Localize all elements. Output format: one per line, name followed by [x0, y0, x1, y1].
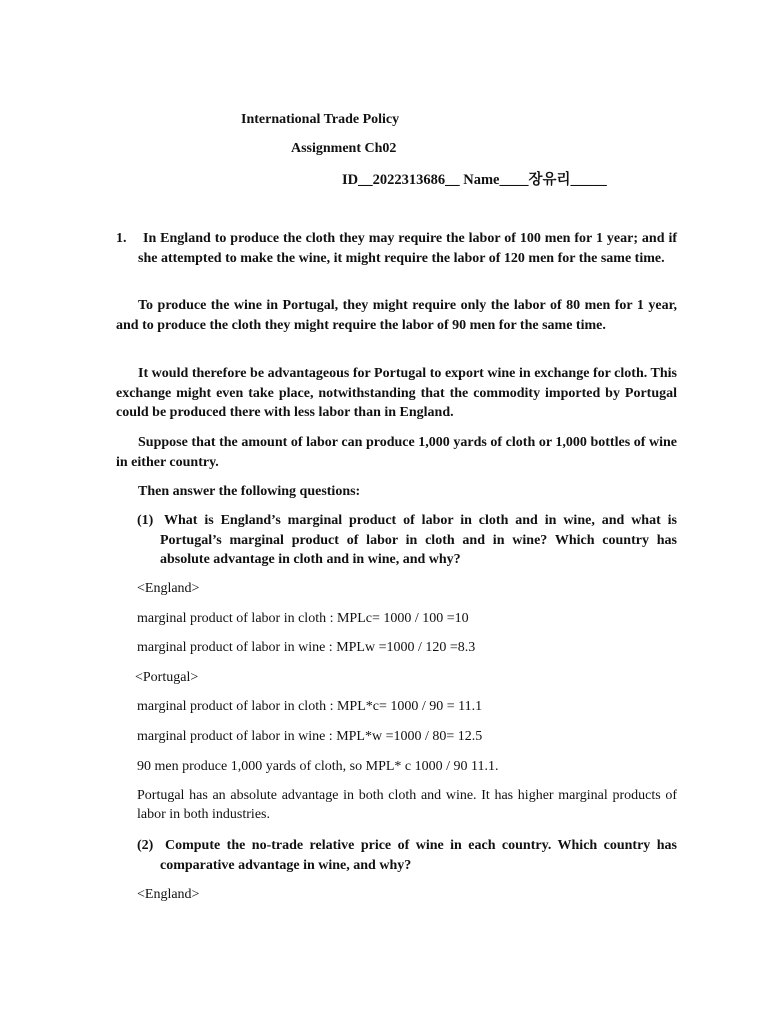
course-title: International Trade Policy — [241, 112, 400, 127]
sub-question-1-number: (1) — [137, 513, 154, 528]
portugal-heading: <Portugal> — [135, 670, 199, 685]
question-1-prompt: Then answer the following questions: — [138, 484, 361, 499]
england-mpl-cloth: marginal product of labor in cloth : MPLc= 1000 / 100 =10 — [137, 611, 469, 626]
england-mpl-wine: marginal product of labor in wine : MPLw =1000 / 120 =8.3 — [137, 640, 476, 655]
student-id-line: ID__2022313686__ Name____장유리_____ — [342, 172, 607, 188]
question-1-paragraph-3: It would therefore be advantageous for Portugal to export wine in exchange for cloth. This exchange might even take place, notwithstanding that the commodity imported by Portugal could be produced there with less labor than in England. — [116, 366, 677, 420]
answer-2-england-heading: <England> — [137, 887, 200, 902]
assignment-title: Assignment Ch02 — [291, 141, 397, 156]
portugal-mpl-cloth: marginal product of labor in cloth : MPL*c= 1000 / 90 = 11.1 — [137, 699, 483, 714]
england-heading: <England> — [137, 581, 200, 596]
answer-1-note: 90 men produce 1,000 yards of cloth, so MPL* c 1000 / 90 11.1. — [137, 759, 499, 774]
sub-question-2-number: (2) — [137, 838, 154, 853]
answer-1-conclusion: Portugal has an absolute advantage in both cloth and wine. It has higher marginal products of labor in both industries. — [137, 788, 677, 822]
question-1-paragraph-2: To produce the wine in Portugal, they might require only the labor of 80 men for 1 year, and to produce the cloth they might require the labor of 90 men for the same time. — [116, 298, 677, 333]
portugal-mpl-wine: marginal product of labor in wine : MPL*w =1000 / 80= 12.5 — [137, 729, 483, 744]
sub-question-1-text: What is England’s marginal product of labor in cloth and in wine, and what is Portugal’s marginal product of labor in cloth and in wine? Which country has absolute advantage in cloth and in wine, and why? — [160, 513, 677, 567]
question-number: 1. — [116, 231, 127, 246]
question-1-paragraph-4: Suppose that the amount of labor can produce 1,000 yards of cloth or 1,000 bottles of wine in either country. — [116, 435, 677, 470]
sub-question-2-text: Compute the no-trade relative price of wine in each country. Which country has comparative advantage in wine, and why? — [160, 838, 677, 873]
question-1-paragraph-1: In England to produce the cloth they may require the labor of 100 men for 1 year; and if she attempted to make the wine, it might require the labor of 120 men for the same time. — [138, 231, 677, 266]
